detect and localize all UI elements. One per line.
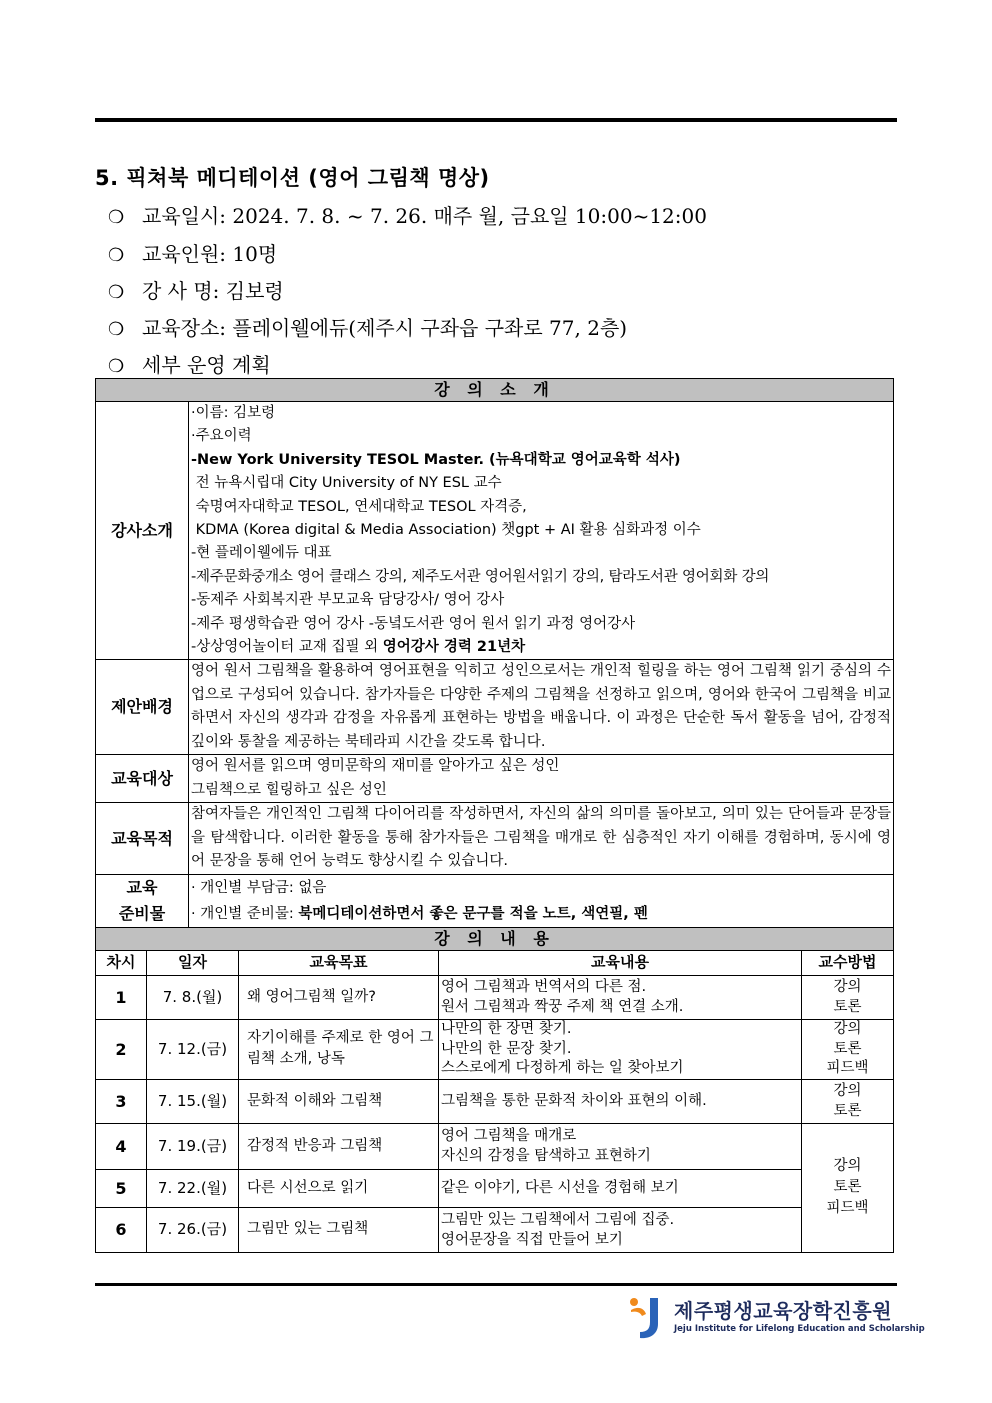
table-row [96, 1207, 894, 1252]
background-text: 영어 원서 그림책을 활용하여 영어표현을 익히고 성인으로서는 개인적 힐링을 하는 영어 그림책 읽기 중심의 수업으로 구성되어 있습니다. 참가자들은 다양한 주제의 그림책을 선정하고 읽으며, 영어와 한국어 그림책을 비교하면서 자신의 생각과 감정을 자유롭게 표현하는 방법을 배웁니다. 이 과정은 단순한 독서 활동을 넘어, 감정적 깊이와 통찰을 제공하는 북테라피 시간을 갖도록 합니다. [189, 660, 894, 755]
method-line: 토론 [833, 999, 862, 1016]
materials-line [191, 901, 891, 927]
goal-label: 교육목적 [96, 803, 189, 875]
bio-line: ·주요이력 [191, 428, 252, 445]
materials-line: · 개인별 부담금: 없음 [191, 879, 327, 896]
info-text: 강 사 명: 김보령 [142, 279, 284, 303]
target-label: 교육대상 [96, 755, 189, 803]
goal-text: 참여자들은 개인적인 그림책 다이어리를 작성하면서, 자신의 삶의 의미를 돌아보고, 의미 있는 단어들과 문장들을 탐색합니다. 이러한 활동을 통해 참가자들은 그림책을 매개로 한 심층적인 자기 이해를 경험하며, 동시에 영어 문장을 통해 언어 능력도 향상시킬 수 있습니다. [189, 803, 894, 875]
session-method [802, 1079, 894, 1123]
table-row [96, 1019, 894, 1079]
session-number: 2 [96, 1019, 147, 1079]
bio-line: -New York University TESOL Master. (뉴욕대학교 영어교육학 석사) [191, 451, 681, 468]
table-row [96, 975, 894, 1019]
materials-text [189, 874, 894, 927]
materials-label [96, 874, 189, 927]
materials-label-line: 준비물 [118, 903, 166, 923]
col-goal: 교육목표 [239, 950, 439, 975]
session-content [439, 1123, 802, 1169]
table-row [96, 1079, 894, 1123]
session-goal: 감정적 반응과 그림책 [239, 1123, 439, 1169]
info-location [108, 312, 627, 341]
bottom-rule [95, 1283, 897, 1286]
session-goal: 문화적 이해와 그림책 [239, 1079, 439, 1123]
intro-section-title: 강 의 소 개 [96, 379, 894, 402]
session-goal: 왜 영어그림책 일까? [239, 975, 439, 1019]
session-date: 7. 15.(월) [147, 1079, 239, 1123]
content-line: 나만의 한 문장 찾기. [441, 1040, 572, 1057]
method-line: 강의 [833, 1083, 862, 1100]
method-line: 강의 [833, 1158, 862, 1175]
content-line: 영어문장을 직접 만들어 보기 [441, 1231, 623, 1248]
content-line: 자신의 감정을 탐색하고 표현하기 [441, 1148, 651, 1165]
session-goal: 다른 시선으로 읽기 [239, 1169, 439, 1207]
instructor-label: 강사소개 [96, 402, 189, 660]
method-line: 토론 [833, 1040, 862, 1057]
method-line: 토론 [833, 1103, 862, 1120]
org-name: 제주평생교육장학진흥원 [674, 1299, 893, 1323]
bullet-icon: ❍ [108, 282, 125, 303]
session-content [439, 1169, 802, 1207]
session-number: 3 [96, 1079, 147, 1123]
bullet-icon: ❍ [108, 207, 125, 228]
table-row [96, 1123, 894, 1169]
session-date: 7. 19.(금) [147, 1123, 239, 1169]
info-headcount [108, 238, 277, 267]
bio-line: 전 뉴욕시립대 City University of NY ESL 교수 [191, 475, 502, 492]
table-row [96, 1169, 894, 1207]
session-date: 7. 12.(금) [147, 1019, 239, 1079]
session-date: 7. 22.(월) [147, 1169, 239, 1207]
col-content: 교육내용 [439, 950, 802, 975]
instructor-bio [189, 402, 894, 660]
target-text [189, 755, 894, 803]
bullet-icon: ❍ [108, 245, 125, 266]
session-date: 7. 26.(금) [147, 1207, 239, 1252]
bio-line: -동제주 사회복지관 부모교육 담당강사/ 영어 강사 [191, 592, 505, 609]
method-line: 강의 [833, 1021, 862, 1038]
info-schedule [108, 200, 707, 229]
content-line: 그림책을 통한 문화적 차이와 표현의 이해. [441, 1092, 707, 1109]
session-date: 7. 8.(월) [147, 975, 239, 1019]
content-line: 스스로에게 다정하게 하는 일 찾아보기 [441, 1060, 684, 1077]
bio-line: -제주문화중개소 영어 클래스 강의, 제주도서관 영어원서읽기 강의, 탐라도서관 영어회화 강의 [191, 568, 770, 585]
bullet-icon: ❍ [108, 356, 125, 377]
career-highlight: 영어강사 경력 21년차 [382, 639, 526, 656]
section-heading: 5. 픽쳐북 메디테이션 (영어 그림책 명상) [95, 166, 490, 190]
session-number: 1 [96, 975, 147, 1019]
target-line: 영어 원서를 읽으며 영미문학의 재미를 알아가고 싶은 성인 [191, 758, 560, 775]
content-section-title: 강 의 내 용 [96, 927, 894, 950]
content-line: 같은 이야기, 다른 시선을 경험해 보기 [441, 1179, 679, 1196]
session-goal: 자기이해를 주제로 한 영어 그림책 소개, 낭독 [239, 1019, 439, 1079]
info-text: 교육인원: 10명 [142, 242, 278, 266]
session-number: 6 [96, 1207, 147, 1252]
course-table [95, 378, 894, 1253]
bio-line: ·이름: 김보령 [191, 405, 276, 421]
col-method: 교수방법 [802, 950, 894, 975]
bio-line: -현 플레이웰에듀 대표 [191, 545, 332, 562]
session-number: 5 [96, 1169, 147, 1207]
footer-logo [628, 1294, 925, 1342]
session-content [439, 975, 802, 1019]
session-content [439, 1019, 802, 1079]
method-line: 토론 [833, 1179, 862, 1196]
session-number: 4 [96, 1123, 147, 1169]
top-rule [95, 118, 897, 122]
col-date: 일자 [147, 950, 239, 975]
content-line: 원서 그림책과 짝꿍 주제 책 연결 소개. [441, 999, 684, 1016]
background-label: 제안배경 [96, 660, 189, 755]
materials-label-line: 교육 [126, 877, 158, 897]
method-line: 피드백 [826, 1060, 869, 1077]
info-plan [108, 349, 271, 378]
bio-text: -상상영어놀이터 교재 집필 외 [191, 639, 383, 656]
session-goal: 그림만 있는 그림책 [239, 1207, 439, 1252]
col-session: 차시 [96, 950, 147, 975]
target-line: 그림책으로 힐링하고 싶은 성인 [191, 781, 387, 798]
bio-line: -제주 평생학습관 영어 강사 -동녘도서관 영어 원서 읽기 과정 영어강사 [191, 615, 636, 632]
content-line: 영어 그림책을 매개로 [441, 1128, 577, 1145]
info-text: 세부 운영 계획 [142, 353, 271, 377]
info-text: 교육일시: 2024. 7. 8. ~ 7. 26. 매주 월, 금요일 10:00~12:00 [142, 204, 707, 228]
bio-line: KDMA (Korea digital & Media Association) 챗gpt + AI 활용 심화과정 이수 [191, 522, 701, 539]
merged-method [802, 1123, 894, 1252]
materials-items: 북메디테이션하면서 좋은 문구를 적을 노트, 색연필, 펜 [298, 905, 648, 922]
bullet-icon: ❍ [108, 319, 125, 340]
bio-line [191, 636, 891, 659]
content-line: 나만의 한 장면 찾기. [441, 1021, 572, 1038]
materials-text-prefix: · 개인별 준비물: [191, 905, 299, 922]
session-content [439, 1207, 802, 1252]
jeju-institute-logo-icon [628, 1294, 664, 1340]
bio-line: 숙명여자대학교 TESOL, 연세대학교 TESOL 자격증, [191, 498, 527, 515]
content-line: 그림만 있는 그림책에서 그림에 집중. [441, 1211, 675, 1228]
method-line: 피드백 [826, 1200, 869, 1217]
method-line: 강의 [833, 979, 862, 996]
info-instructor [108, 275, 284, 304]
session-content [439, 1079, 802, 1123]
info-text: 교육장소: 플레이웰에듀(제주시 구좌읍 구좌로 77, 2층) [142, 316, 628, 340]
content-line: 영어 그림책과 번역서의 다른 점. [441, 979, 647, 996]
org-name-en: Jeju Institute for Lifelong Education and Scholarship [674, 1324, 925, 1334]
session-method [802, 975, 894, 1019]
session-method [802, 1019, 894, 1079]
